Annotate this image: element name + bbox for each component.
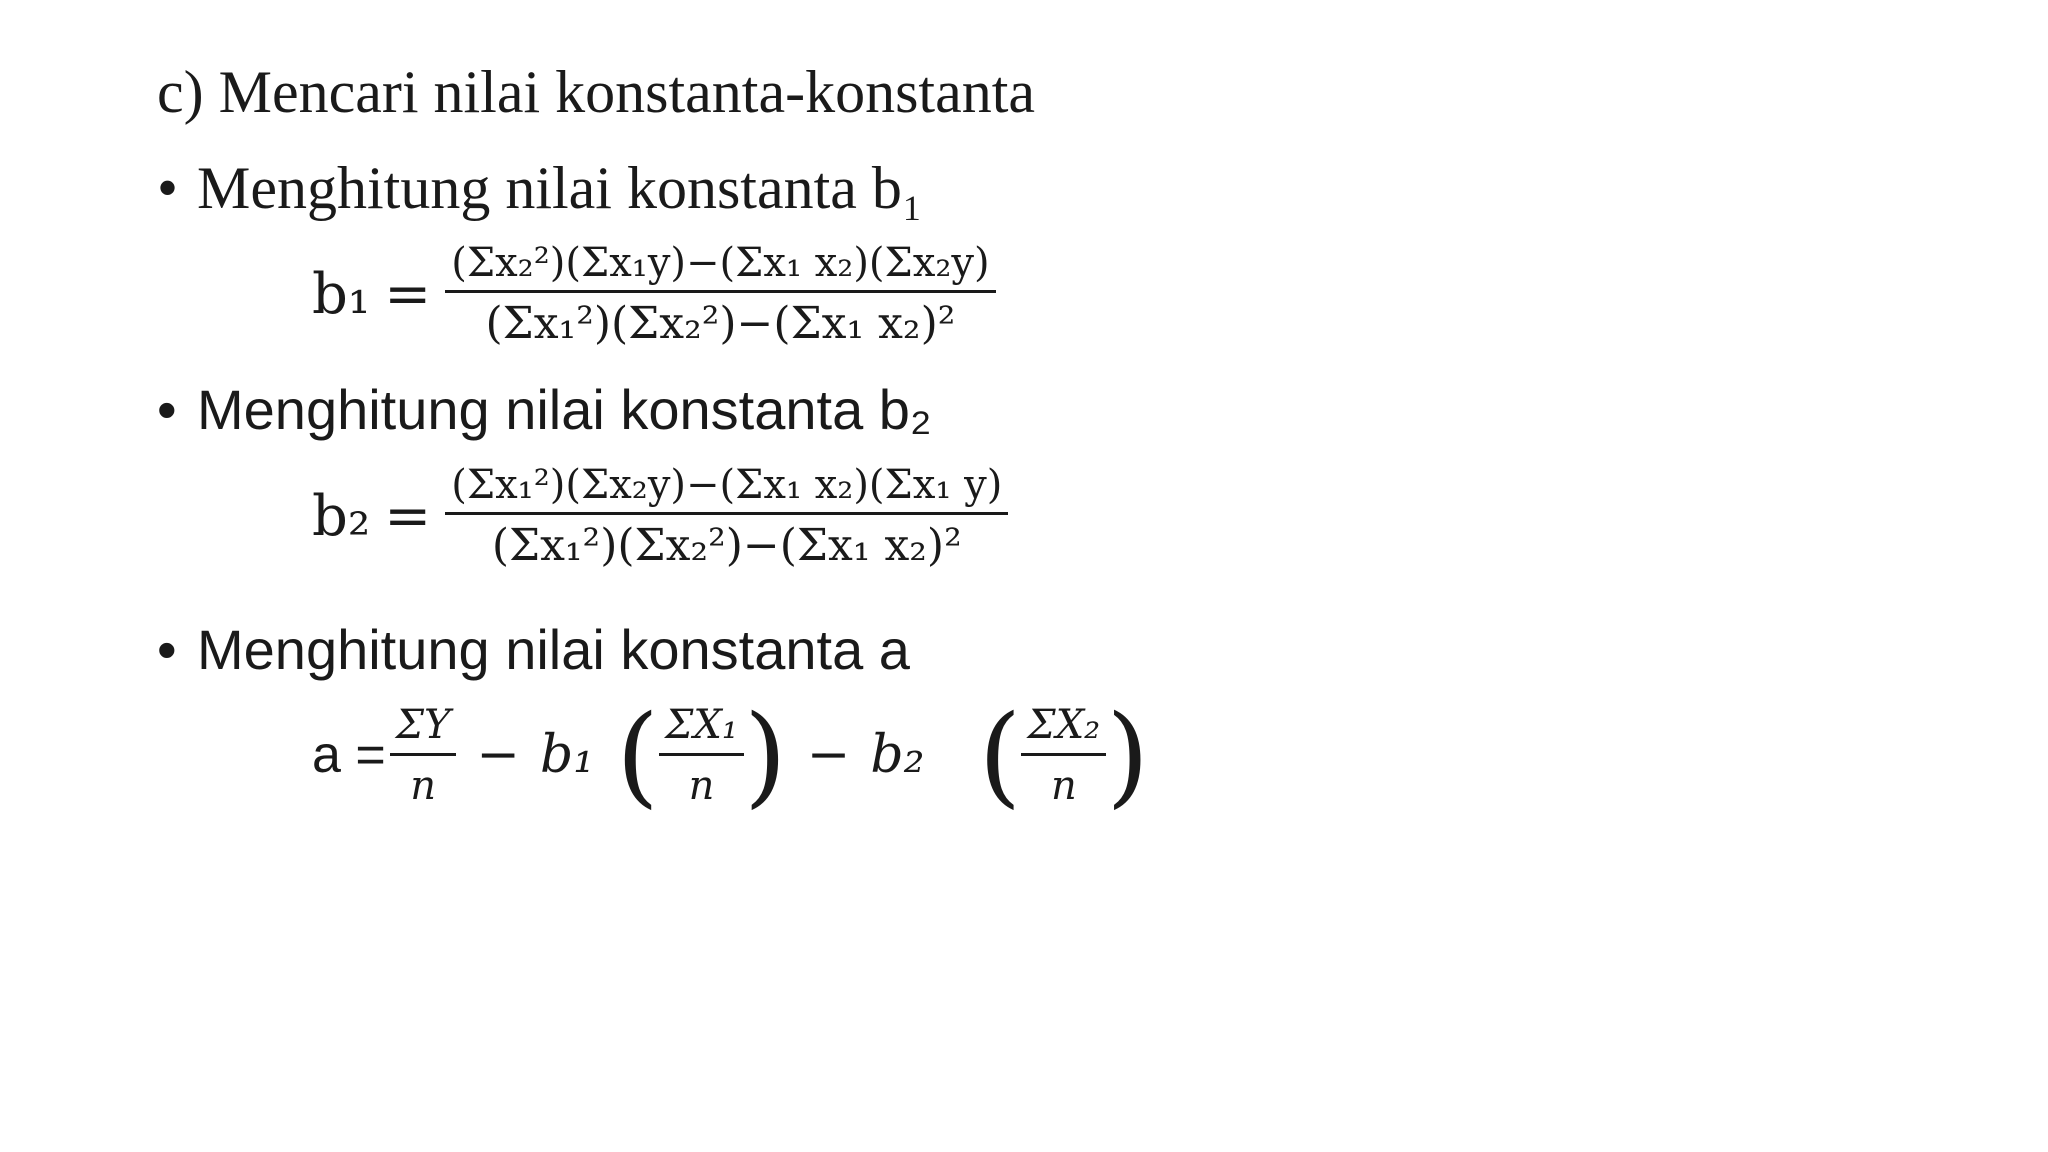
slide-heading: c) Mencari nilai konstanta-konstanta — [157, 59, 1036, 125]
eq-a-lparen-1: ( — [616, 691, 660, 819]
bullet-b2 — [157, 378, 932, 441]
eq-b2-fraction — [445, 462, 1008, 572]
eq-b1-denominator: (Σx₁²)(Σx₂²)−(Σx₁ x₂)² — [445, 290, 995, 350]
eq-a-frac1-den: n — [390, 753, 457, 808]
equation-b1 — [312, 240, 996, 350]
bullet-b1 — [157, 155, 923, 221]
eq-a-frac-sumx2 — [1021, 703, 1106, 808]
eq-b2-equals: = — [384, 484, 432, 550]
eq-a-frac-sumy — [390, 703, 457, 808]
bullet-b2-text: Menghitung nilai konstanta b₂ — [197, 378, 932, 441]
eq-a-b2: b₂ — [870, 725, 925, 785]
eq-a-frac3-den: n — [1021, 753, 1106, 808]
equation-a — [312, 691, 1150, 819]
eq-b1-numerator: (Σx₂²)(Σx₁y)−(Σx₁ x₂)(Σx₂y) — [451, 240, 990, 286]
eq-a-minus-2: − — [806, 725, 851, 785]
eq-a-lhs: a = — [312, 726, 386, 784]
eq-b1-equals: = — [384, 262, 432, 328]
bullet-dot: • — [157, 618, 177, 681]
bullet-dot: • — [157, 378, 177, 441]
bullet-dot: • — [157, 155, 179, 221]
eq-b2-denominator: (Σx₁²)(Σx₂²)−(Σx₁ x₂)² — [445, 512, 1008, 572]
eq-b2-lhs: b₂ — [312, 484, 371, 550]
bullet-a — [157, 618, 910, 681]
eq-b1-lhs: b₁ — [312, 262, 371, 328]
eq-a-frac-sumx1 — [659, 703, 744, 808]
eq-a-lparen-2: ( — [978, 691, 1022, 819]
eq-b2-numerator: (Σx₁²)(Σx₂y)−(Σx₁ x₂)(Σx₁ y) — [451, 462, 1003, 508]
eq-a-rparen-2: ) — [1106, 691, 1150, 819]
bullet-b1-text: Menghitung nilai konstanta b₁ — [197, 155, 923, 221]
eq-a-frac2-num: ΣX₁ — [665, 701, 738, 748]
eq-a-frac1-num: ΣY — [395, 701, 451, 748]
eq-b1-fraction — [445, 240, 995, 350]
eq-a-frac2-den: n — [659, 753, 744, 808]
eq-a-rparen-1: ) — [743, 691, 787, 819]
eq-a-frac3-num: ΣX₂ — [1027, 701, 1101, 748]
eq-a-b1: b₁ — [540, 725, 595, 785]
equation-b2 — [312, 462, 1008, 572]
bullet-a-text: Menghitung nilai konstanta a — [197, 618, 910, 681]
eq-a-minus-1: − — [476, 725, 520, 785]
